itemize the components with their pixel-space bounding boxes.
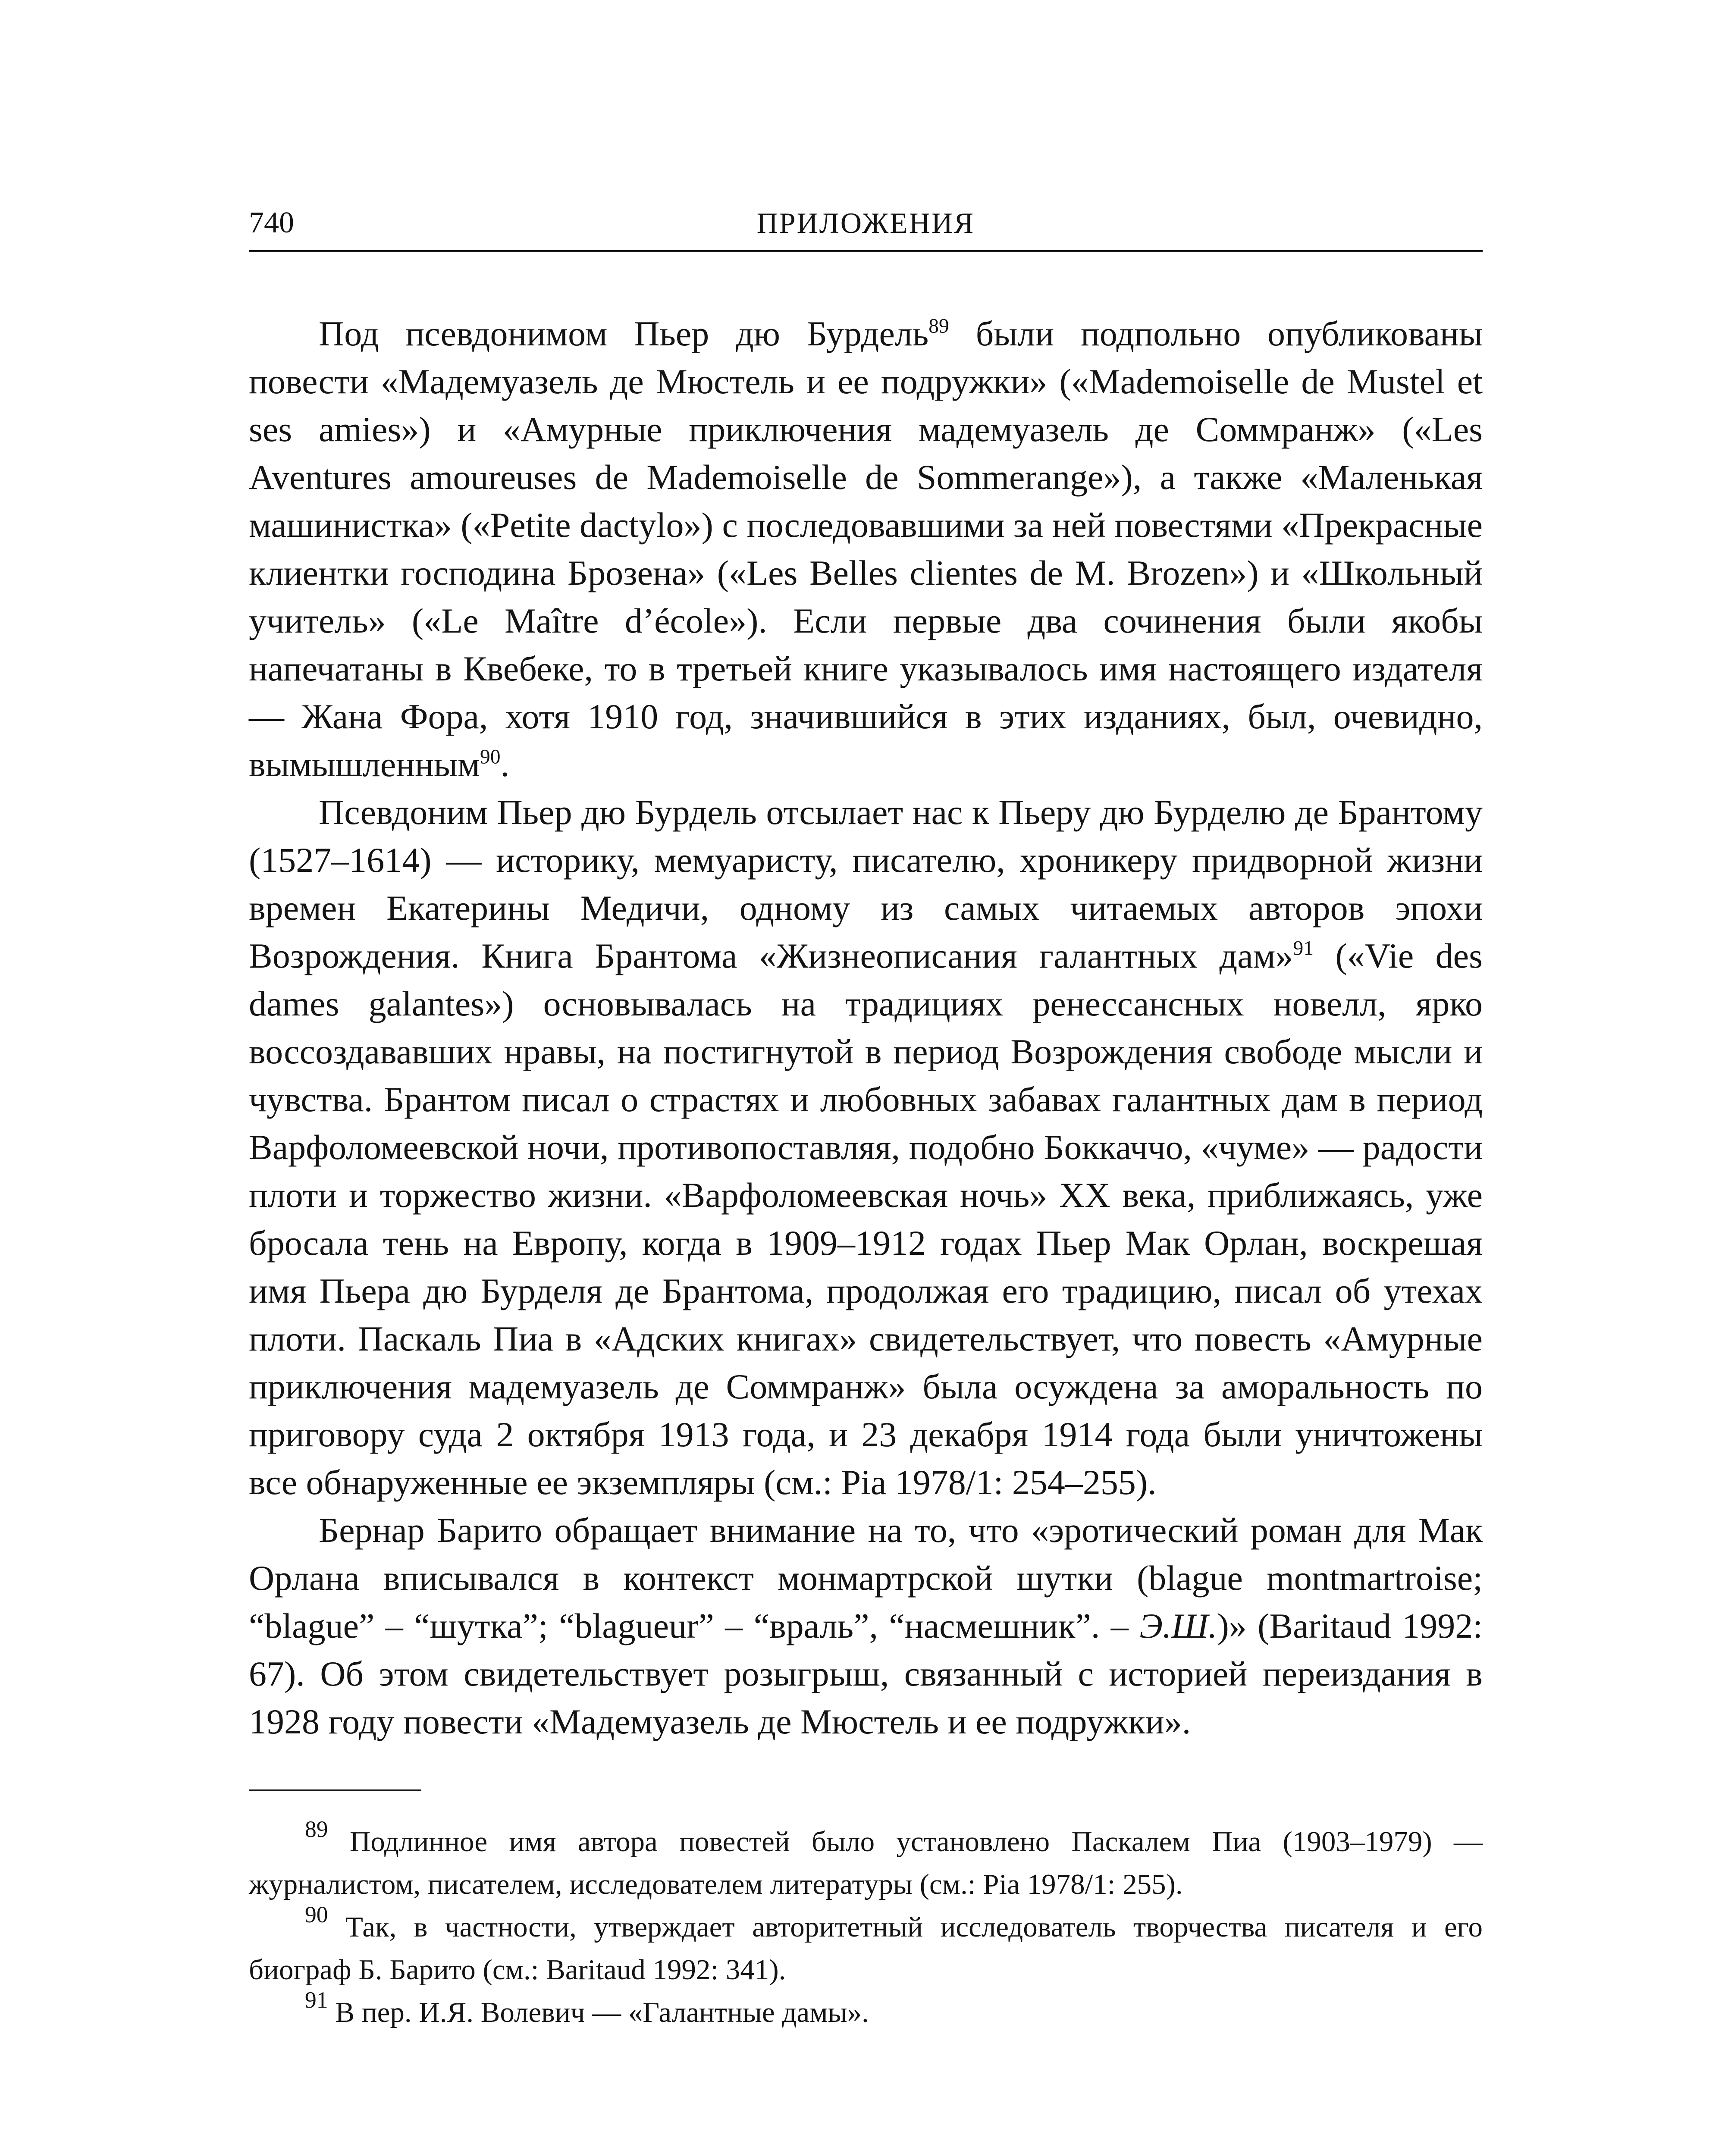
paragraph-text: («Vie des dames galantes») основывалась на традициях ренессансных новелл, ярко воссоздававших нравы, на постигнутой в период Возрождения свободе мысли и чувства. Брантом писал о страстях и любовных забавах галантных дам в период Варфоломеевской ночи, противопоставляя, подобно Боккаччо, «чуме» — радости плоти и торжество жизни. «Варфоломеевская ночь» ХХ века, приближаясь, уже бросала тень на Европу, когда в 1909–1912 годах Пьер Мак Орлан, воскрешая имя Пьера дю Бурделя де Брантома, продолжая его традицию, писал об утехах плоти. Паскаль Пиа в «Адских книгах» свидетельствует, что повесть «Амурные приключения мадемуазель де Соммранж» была осуждена за аморальность по приговору суда 2 октября 1913 года, и 23 декабря 1914 года были уничтожены все обнаруженные ее экземпляры (см.: Pia 1978/1: 254–255). <box>249 936 1483 1502</box>
paragraph-text: )» (Baritaud 1992: 67). Об этом свидетельствует розыгрыш, связанный с историей переиздания в 1928 году повести «Мадемуазель де Мюстель и ее подружки». <box>249 1606 1483 1741</box>
footnote-text: В пер. И.Я. Волевич — «Галантные дамы». <box>335 1996 869 2028</box>
footnote-text: Подлинное имя автора повестей было установлено Паскалем Пиа (1903–1979) — журналистом, писателем, исследователем литературы (см.: Pia 1978/1: 255). <box>249 1826 1483 1900</box>
paragraph <box>249 788 1483 1506</box>
footnote-number: 90 <box>305 1901 328 1927</box>
footnote <box>249 1901 1483 1991</box>
page-number: 740 <box>249 206 294 239</box>
paragraph-text: Бернар Барито обращает внимание на то, что «эротический роман для Мак Орлана вписывался в контекст монмартрской шутки (blague montmartroise; “blague” – “шутка”; “blagueur” – “враль”, “насмешник”. – <box>249 1510 1483 1645</box>
author-initials: Э.Ш. <box>1139 1606 1217 1645</box>
footnote-reference: 89 <box>928 315 949 338</box>
paragraph-text: Псевдоним Пьер дю Бурдель отсылает нас к Пьеру дю Бурделю де Брантому (1527–1614) — историку, мемуаристу, писателю, хроникеру придворной жизни времен Екатерины Медичи, одному из самых читаемых авторов эпохи Возрождения. Книга Брантома «Жизнеописания галантных дам» <box>249 793 1483 975</box>
paragraph-text: Под псевдонимом Пьер дю Бурдель <box>319 314 929 353</box>
paragraph <box>249 310 1483 788</box>
footnote-reference: 90 <box>480 746 501 768</box>
header-rule <box>249 250 1483 252</box>
footnote <box>249 1816 1483 1906</box>
footnote <box>249 1987 1483 2034</box>
paragraph-text: были подпольно опубликованы повести «Мадемуазель де Мюстель и ее подружки» («Mademoiselle de Mustel et ses amies») и «Амурные приключения мадемуазель де Соммранж» («Les Aventures amoureuses de Mademoiselle de Sommerange»), а также «Маленькая машинистка» («Petite dactylo») с последовавшими за ней повестями «Прекрасные клиентки господина Брозена» («Les Belles clientes de M. Brozen») и «Школьный учитель» («Le Maître d’école»). Если первые два сочинения были якобы напечатаны в Квебеке, то в третьей книге указывалось имя настоящего издателя — Жана Фора, хотя 1910 год, значившийся в этих изданиях, был, очевидно, вымышленным <box>249 314 1483 784</box>
footnote-separator <box>249 1789 421 1791</box>
running-head <box>249 199 1483 247</box>
paragraph-text: . <box>500 745 510 784</box>
main-text <box>249 310 1483 1745</box>
footnote-number: 89 <box>305 1816 328 1842</box>
footnote-text: Так, в частности, утверждает авторитетный исследователь творчества писателя и его биограф Б. Барито (см.: Baritaud 1992: 341). <box>249 1911 1483 1986</box>
footnote-reference: 91 <box>1293 937 1314 960</box>
footnotes <box>249 1816 1483 2034</box>
footnote-number: 91 <box>305 1987 328 2013</box>
section-title: ПРИЛОЖЕНИЯ <box>756 207 975 239</box>
paragraph <box>249 1506 1483 1745</box>
